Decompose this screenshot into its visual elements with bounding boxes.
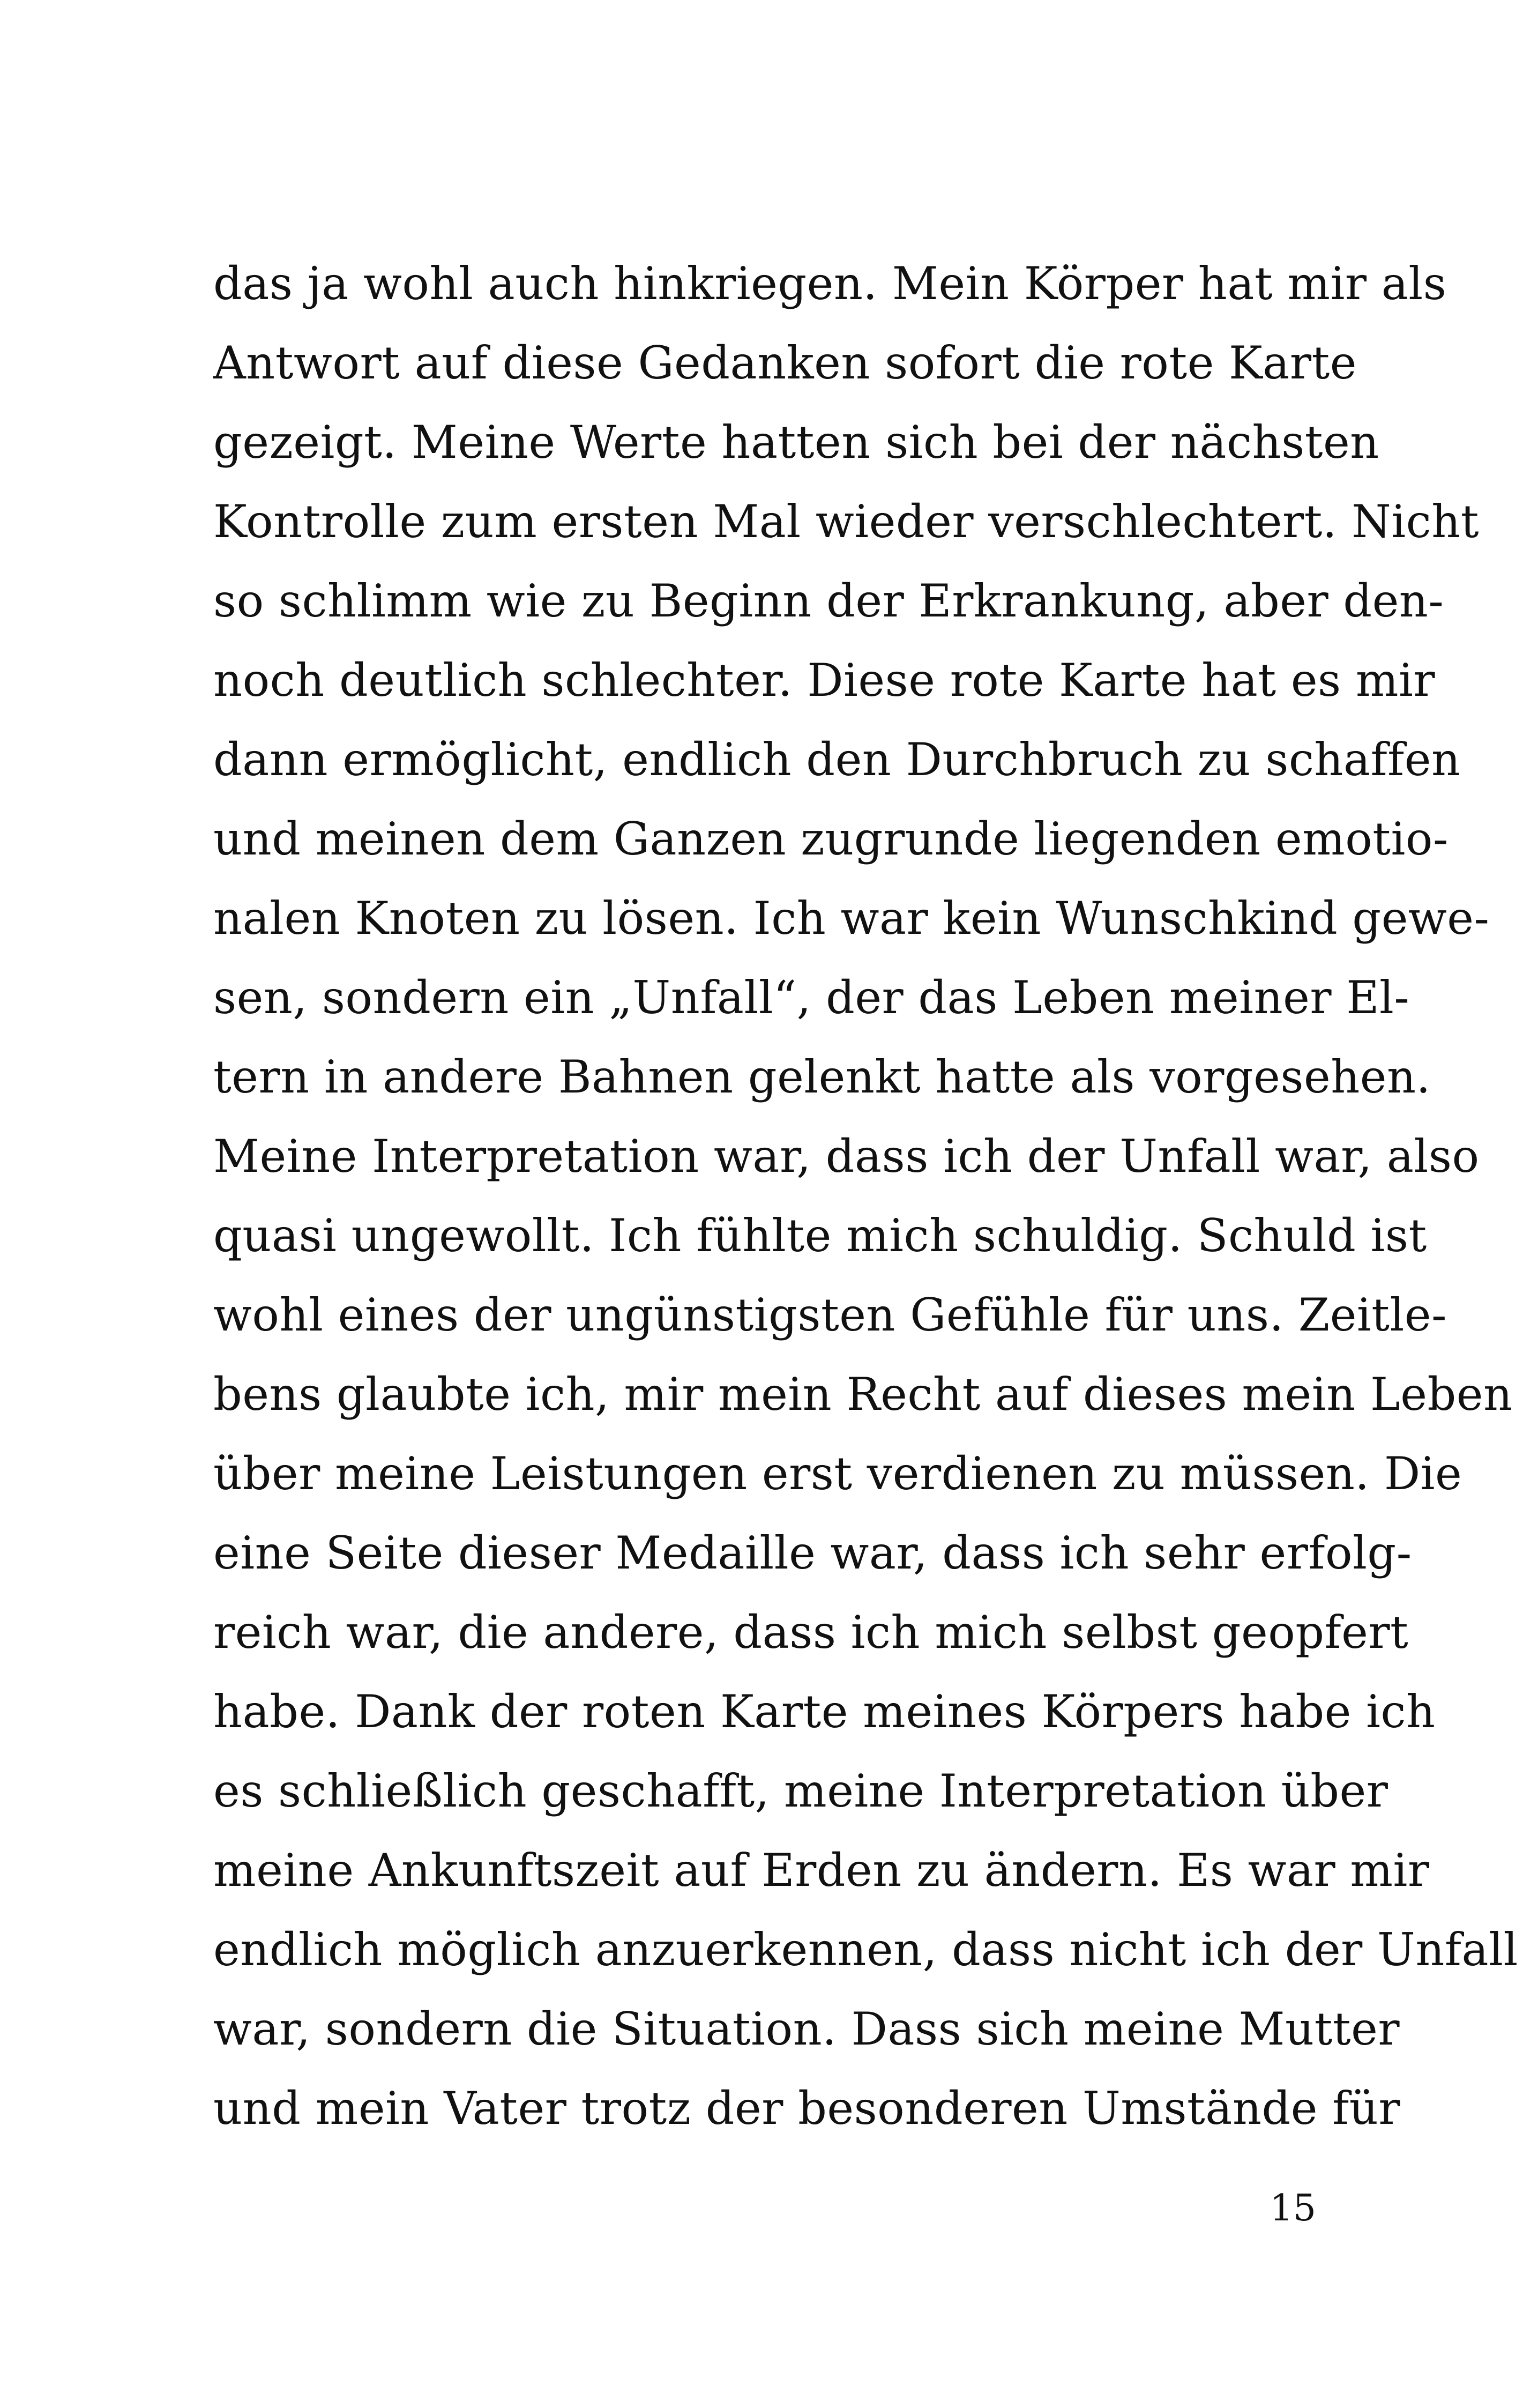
text-line: bens glaubte ich, mir mein Recht auf dieses mein Leben [213,1368,1513,1421]
text-line: Antwort auf diese Gedanken sofort die rote Karte [213,337,1357,389]
text-line: so schlimm wie zu Beginn der Erkrankung, aber den- [213,575,1444,627]
text-line: gezeigt. Meine Werte hatten sich bei der nächsten [213,416,1379,469]
text-line: meine Ankunftszeit auf Erden zu ändern. Es war mir [213,1844,1430,1897]
body-text [213,244,1518,2148]
text-line: tern in andere Bahnen gelenkt hatte als vorgesehen. [213,1051,1431,1103]
text-line: und mein Vater trotz der besonderen Umstände für [213,2082,1401,2135]
text-line: noch deutlich schlechter. Diese rote Karte hat es mir [213,654,1436,707]
text-line: und meinen dem Ganzen zugrunde liegenden emotio- [213,813,1449,865]
text-line: das ja wohl auch hinkriegen. Mein Körper hat mir als [213,257,1447,310]
text-line: über meine Leistungen erst verdienen zu müssen. Die [213,1447,1462,1500]
text-line: reich war, die andere, dass ich mich selbst geopfert [213,1606,1409,1659]
page-number: 15 [1270,2187,1316,2229]
text-line: eine Seite dieser Medaille war, dass ich sehr erfolg- [213,1527,1412,1579]
text-line: sen, sondern ein „Unfall“, der das Leben meiner El- [213,971,1410,1024]
text-line: habe. Dank der roten Karte meines Körpers habe ich [213,1685,1436,1738]
text-line: es schließlich geschafft, meine Interpretation über [213,1765,1388,1817]
text-line: quasi ungewollt. Ich fühlte mich schuldig. Schuld ist [213,1209,1427,1262]
text-line: Meine Interpretation war, dass ich der Unfall war, also [213,1130,1480,1183]
text-line: dann ermöglicht, endlich den Durchbruch zu schaffen [213,733,1461,786]
text-line: Kontrolle zum ersten Mal wieder verschlechtert. Nicht [213,495,1480,548]
text-line: endlich möglich anzuerkennen, dass nicht ich der Unfall [213,1923,1518,1976]
text-line: nalen Knoten zu lösen. Ich war kein Wunschkind gewe- [213,892,1490,945]
text-line: war, sondern die Situation. Dass sich meine Mutter [213,2003,1400,2055]
text-line: wohl eines der ungünstigsten Gefühle für uns. Zeitle- [213,1289,1447,1341]
